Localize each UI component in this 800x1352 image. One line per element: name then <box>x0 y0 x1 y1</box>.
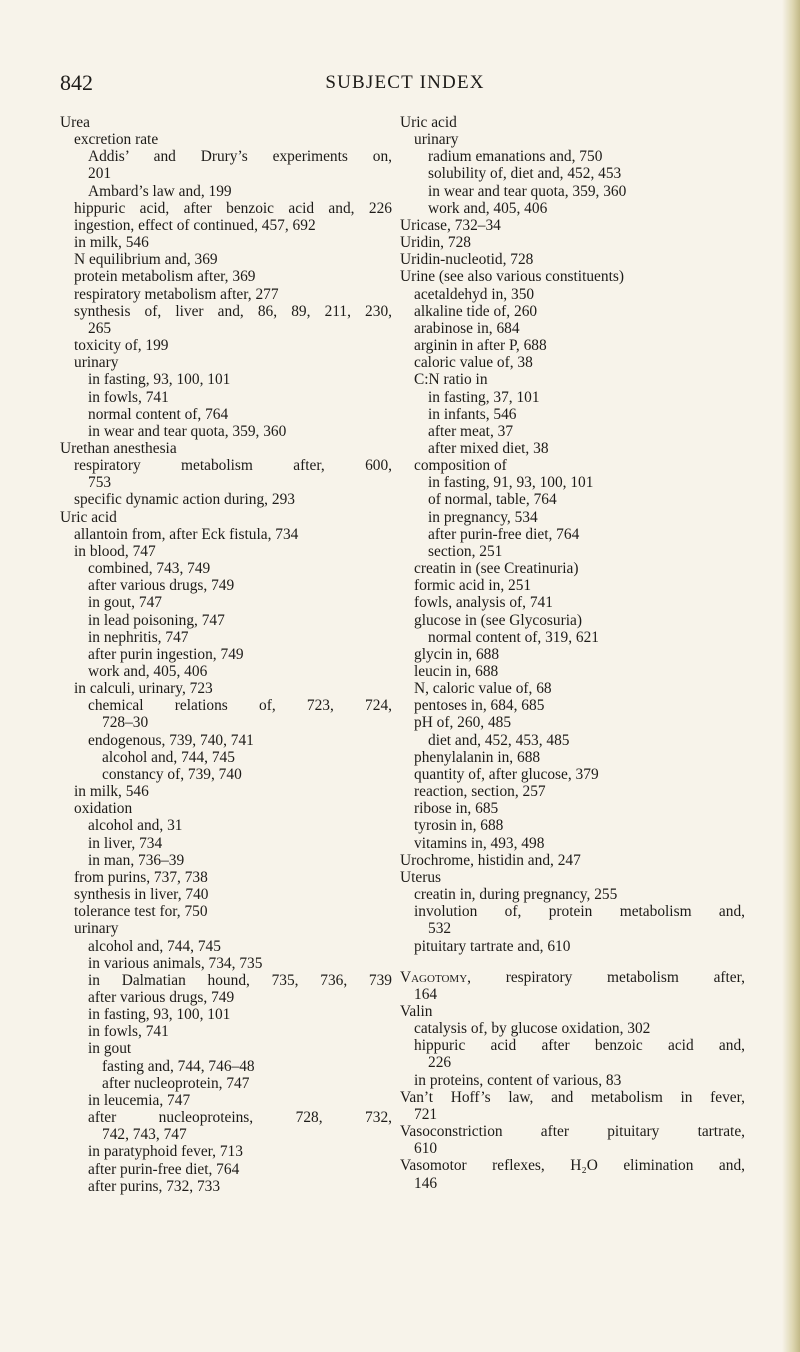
index-subentry: Ambard’s law and, 199 <box>88 182 232 200</box>
index-subentry: normal content of, 764 <box>88 405 229 423</box>
index-subentry: in fasting, 37, 101 <box>428 388 540 406</box>
index-subentry: radium emanations and, 750 <box>428 148 603 166</box>
index-subentry: pH of, 260, 485 <box>414 714 512 732</box>
index-subentry: composition of <box>414 457 507 475</box>
index-subentry: in fasting, 93, 100, 101 <box>88 1006 231 1024</box>
index-subentry: 753 <box>88 474 112 492</box>
index-subentry: oxidation <box>74 800 133 818</box>
index-subentry: in Dalmatian hound, 735, 736, 739 <box>88 971 392 989</box>
index-subentry: in milk, 546 <box>74 783 149 801</box>
index-subentry: N equilibrium and, 369 <box>74 251 218 269</box>
index-subentry: leucin in, 688 <box>414 663 499 680</box>
index-subentry: ribose in, 685 <box>414 800 499 818</box>
index-subentry: solubility of, diet and, 452, 453 <box>428 165 622 183</box>
index-heading: Urochrome, histidin and, 247 <box>400 851 581 869</box>
index-subentry: glycin in, 688 <box>414 645 500 663</box>
index-subentry: quantity of, after glucose, 379 <box>414 765 599 783</box>
index-subentry: urinary <box>414 131 459 149</box>
index-column-left <box>60 114 392 1195</box>
index-subentry: after purins, 732, 733 <box>88 1177 221 1195</box>
page-number: 842 <box>60 70 93 95</box>
index-heading: Vasoconstriction after pituitary tartrate, <box>400 1123 745 1141</box>
index-subentry: normal content of, 319, 621 <box>428 628 599 646</box>
index-subentry: 728–30 <box>102 714 149 732</box>
index-subentry: alcohol and, 31 <box>88 817 183 835</box>
index-subentry: after nucleoprotein, 747 <box>102 1074 250 1092</box>
index-heading: Uterus <box>400 868 442 886</box>
index-subentry: tolerance test for, 750 <box>74 903 208 921</box>
index-subentry: in blood, 747 <box>74 542 156 560</box>
index-subentry: after mixed diet, 38 <box>428 439 549 457</box>
index-subentry: N, caloric value of, 68 <box>414 680 552 698</box>
index-subentry: in wear and tear quota, 359, 360 <box>88 422 287 440</box>
index-subentry: phenylalanin in, 688 <box>414 748 541 766</box>
index-subentry: acetaldehyd in, 350 <box>414 285 535 303</box>
index-subentry: alcohol and, 744, 745 <box>88 937 221 955</box>
index-subentry: respiratory metabolism after, 277 <box>74 285 279 303</box>
index-subentry: in wear and tear quota, 359, 360 <box>428 182 627 200</box>
index-heading: Uric acid <box>400 114 457 131</box>
index-subentry: 226 <box>428 1054 452 1072</box>
index-subentry: toxicity of, 199 <box>74 337 169 355</box>
index-subentry: section, 251 <box>428 542 503 560</box>
index-subentry: urinary <box>74 920 119 938</box>
index-subentry: alkaline tide of, 260 <box>414 302 538 320</box>
index-subentry: after purin-free diet, 764 <box>88 1160 240 1178</box>
running-title: SUBJECT INDEX <box>325 72 485 93</box>
index-subentry: in nephritis, 747 <box>88 628 189 646</box>
index-subentry: after purin ingestion, 749 <box>88 645 244 663</box>
index-subentry: 164 <box>414 985 438 1003</box>
index-subentry: vitamins in, 493, 498 <box>414 834 545 852</box>
index-subentry: creatin in (see Creatinuria) <box>414 560 579 578</box>
index-subentry: arginin in after P, 688 <box>414 337 547 355</box>
index-subentry: in fasting, 91, 93, 100, 101 <box>428 474 594 492</box>
index-subentry: alcohol and, 744, 745 <box>102 748 235 766</box>
index-subentry: in lead poisoning, 747 <box>88 611 225 629</box>
index-column-right <box>400 114 745 1192</box>
index-subentry: in fowls, 741 <box>88 388 169 406</box>
index-subentry: work and, 405, 406 <box>88 663 208 680</box>
index-subentry: involution of, protein metabolism and, <box>414 903 745 921</box>
index-subentry: after nucleoproteins, 728, 732, <box>88 1109 392 1127</box>
index-subentry: work and, 405, 406 <box>428 199 548 217</box>
index-subentry: in man, 736–39 <box>88 851 185 869</box>
index-subentry: in various animals, 734, 735 <box>88 954 263 972</box>
page-edge-shading <box>782 0 800 1352</box>
index-subentry: formic acid in, 251 <box>414 577 532 595</box>
index-subentry: in pregnancy, 534 <box>428 508 538 526</box>
index-heading: Urine (see also various constituents) <box>400 268 624 286</box>
index-subentry: protein metabolism after, 369 <box>74 268 256 286</box>
index-subentry: in gout <box>88 1040 132 1058</box>
index-subentry: 532 <box>428 920 452 938</box>
index-subentry: pentoses in, 684, 685 <box>414 697 545 715</box>
index-heading: Uridin-nucleotid, 728 <box>400 251 534 269</box>
index-subentry: of normal, table, 764 <box>428 491 557 509</box>
index-heading: Van’t Hoff’s law, and metabolism in fever, <box>400 1088 745 1106</box>
index-subentry: tyrosin in, 688 <box>414 817 504 835</box>
index-subentry: specific dynamic action during, 293 <box>74 491 295 509</box>
index-subentry: in gout, 747 <box>88 594 162 612</box>
index-subentry: hippuric acid, after benzoic acid and, 226 <box>74 199 392 217</box>
index-subentry: after purin-free diet, 764 <box>428 525 580 543</box>
index-subentry: in fasting, 93, 100, 101 <box>88 371 231 389</box>
index-subentry: in fowls, 741 <box>88 1023 169 1041</box>
index-heading: Vagotomy, respiratory metabolism after, <box>400 968 745 986</box>
index-subentry: fasting and, 744, 746–48 <box>102 1057 255 1075</box>
index-subentry: endogenous, 739, 740, 741 <box>88 731 254 749</box>
index-subentry: allantoin from, after Eck fistula, 734 <box>74 525 299 543</box>
index-heading: Uridin, 728 <box>400 234 471 252</box>
index-subentry: after various drugs, 749 <box>88 577 235 595</box>
index-subentry: respiratory metabolism after, 600, <box>74 457 392 475</box>
index-subentry: constancy of, 739, 740 <box>102 765 242 783</box>
index-subentry: urinary <box>74 354 119 372</box>
index-heading: Uricase, 732–34 <box>400 216 501 234</box>
index-subentry: 265 <box>88 319 112 337</box>
index-subentry: catalysis of, by glucose oxidation, 302 <box>414 1020 651 1038</box>
index-subentry: reaction, section, 257 <box>414 783 546 801</box>
index-subentry: ingestion, effect of continued, 457, 692 <box>74 216 316 234</box>
index-subentry: 610 <box>414 1140 438 1158</box>
index-subentry: in milk, 546 <box>74 234 149 252</box>
index-subentry: hippuric acid after benzoic acid and, <box>414 1037 745 1055</box>
index-subentry: Addis’ and Drury’s experiments on, <box>88 148 392 166</box>
index-subentry: after meat, 37 <box>428 422 514 440</box>
index-heading: Urethan anesthesia <box>60 439 177 457</box>
index-heading: Urea <box>60 114 90 131</box>
index-subentry: arabinose in, 684 <box>414 319 520 337</box>
index-subentry: diet and, 452, 453, 485 <box>428 731 570 749</box>
index-subentry: 146 <box>414 1174 438 1192</box>
index-subentry: chemical relations of, 723, 724, <box>88 697 392 715</box>
index-subentry: 742, 743, 747 <box>102 1126 187 1144</box>
index-subentry: in calculi, urinary, 723 <box>74 680 213 698</box>
index-subentry: in liver, 734 <box>88 834 163 852</box>
index-subentry: in paratyphoid fever, 713 <box>88 1143 243 1161</box>
index-subentry: caloric value of, 38 <box>414 354 533 372</box>
index-subentry: combined, 743, 749 <box>88 560 211 578</box>
index-subentry: glucose in (see Glycosuria) <box>414 611 582 629</box>
index-heading: Uric acid <box>60 508 117 526</box>
index-subentry: C:N ratio in <box>414 371 488 389</box>
page-header <box>60 70 750 104</box>
index-subentry: synthesis of, liver and, 86, 89, 211, 230, <box>74 302 392 320</box>
index-subentry: after various drugs, 749 <box>88 988 235 1006</box>
index-subentry: fowls, analysis of, 741 <box>414 594 553 612</box>
index-subentry: excretion rate <box>74 131 159 149</box>
index-subentry: 201 <box>88 165 112 183</box>
index-heading: Valin <box>400 1002 433 1020</box>
index-gap <box>400 955 745 969</box>
index-subentry: in leucemia, 747 <box>88 1091 191 1109</box>
index-subentry: from purins, 737, 738 <box>74 868 208 886</box>
index-subentry: pituitary tartrate and, 610 <box>414 937 571 955</box>
index-subentry: in proteins, content of various, 83 <box>414 1071 622 1089</box>
index-subentry: synthesis in liver, 740 <box>74 886 209 904</box>
index-subentry: 721 <box>414 1105 438 1123</box>
index-heading: Vasomotor reflexes, H₂O elimination and, <box>400 1157 745 1175</box>
index-subentry: creatin in, during pregnancy, 255 <box>414 886 618 904</box>
index-subentry: in infants, 546 <box>428 405 517 423</box>
